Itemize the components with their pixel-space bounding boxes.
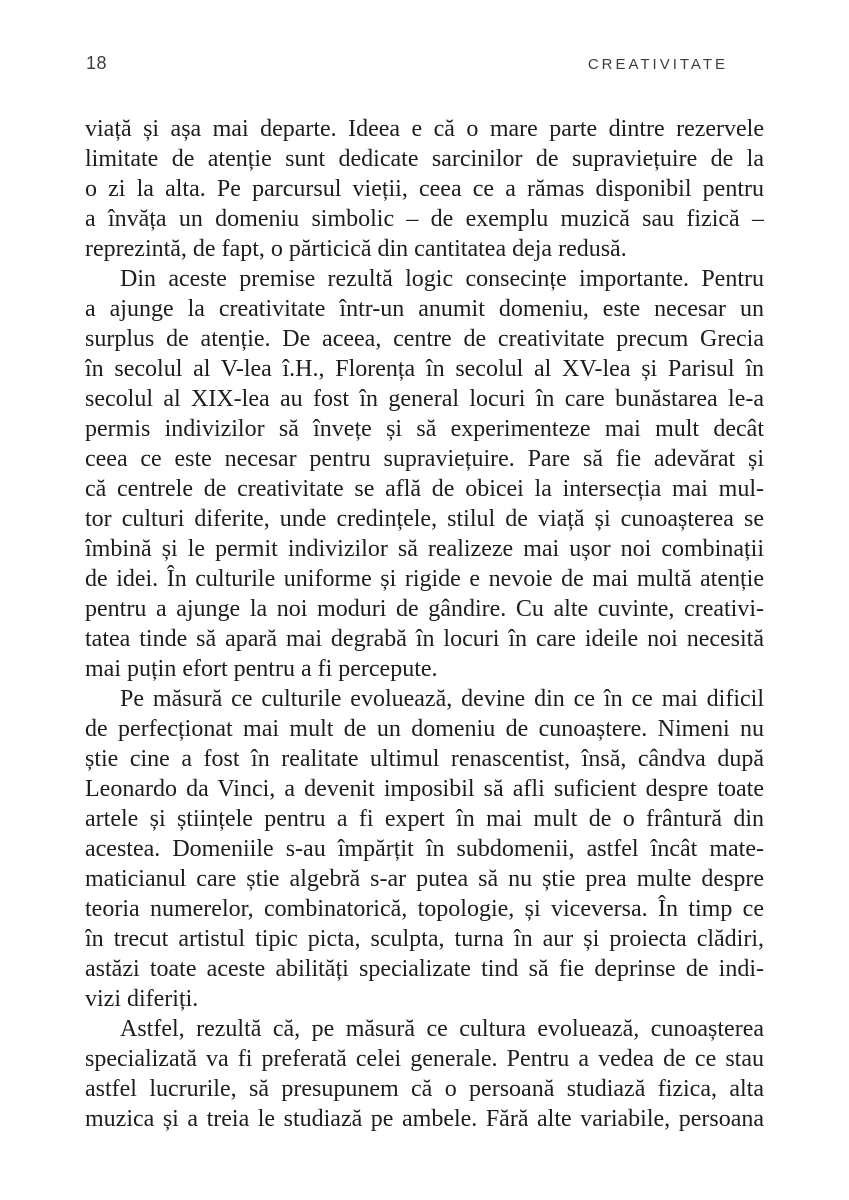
text-line: Astfel, rezultă că, pe măsură ce cultura evoluează, cunoașterea [120,1016,764,1042]
text-line: vizi diferiți. [85,986,199,1012]
text-line: viață și așa mai departe. Ideea e că o mare parte dintre rezervele [85,116,764,142]
text-line: că centrele de creativitate se află de obicei la intersecția mai mul- [85,476,764,502]
text-line: în secolul al V-lea î.H., Florența în secolul al XV-lea și Parisul în [85,356,764,382]
text-line: permis indivizilor să învețe și să experimenteze mai mult decât [85,416,764,442]
running-title: CREATIVITATE [587,56,728,73]
paragraph [85,114,764,264]
text-line: maticianul care știe algebră s-ar putea să nu știe prea multe despre [85,866,764,892]
text-line: știe cine a fost în realitate ultimul renascentist, însă, cândva după [85,746,764,772]
text-line: astăzi toate aceste abilități specializate tind să fie deprinse de indi- [85,956,764,982]
text-line: de perfecționat mai mult de un domeniu de cunoaștere. Nimeni nu [85,716,764,742]
text-line: reprezintă, de fapt, o părticică din cantitatea deja redusă. [85,236,627,262]
paragraph [85,1014,764,1134]
text-line: îmbină și le permit indivizilor să realizeze mai ușor noi combinații [85,536,764,562]
text-line: tor culturi diferite, unde credințele, stilul de viață și cunoașterea se [85,506,764,532]
text-line: pentru a ajunge la noi moduri de gândire. Cu alte cuvinte, creativi- [85,596,764,622]
page-number: 18 [86,53,108,73]
text-line: secolul al XIX-lea au fost în general locuri în care bunăstarea le-a [85,386,764,412]
text-line: astfel lucrurile, să presupunem că o persoană studiază fizica, alta [85,1076,764,1102]
text-line: limitate de atenție sunt dedicate sarcinilor de supraviețuire de la [85,146,764,172]
text-line: Leonardo da Vinci, a devenit imposibil să afli suficient despre toate [85,776,764,802]
text-line: Pe măsură ce culturile evoluează, devine din ce în ce mai dificil [120,686,764,712]
text-line: Din aceste premise rezultă logic consecințe importante. Pentru [120,266,764,292]
body-text-block [85,114,764,1134]
text-line: a învăța un domeniu simbolic – de exemplu muzică sau fizică – [85,206,764,232]
running-head [86,53,764,74]
text-line: de idei. În culturile uniforme și rigide e nevoie de mai multă atenție [85,566,764,592]
text-line: tatea tinde să apară mai degrabă în locuri în care ideile noi necesită [85,626,764,652]
paragraph [85,684,764,1014]
text-line: specializată va fi preferată celei generale. Pentru a vedea de ce stau [85,1046,764,1072]
text-line: a ajunge la creativitate într-un anumit domeniu, este necesar un [85,296,764,322]
text-line: surplus de atenție. De aceea, centre de creativitate precum Grecia [85,326,764,352]
text-line: ceea ce este necesar pentru supraviețuire. Pare să fie adevărat și [85,446,764,472]
text-line: acestea. Domeniile s-au împărțit în subdomenii, astfel încât mate- [85,836,764,862]
text-line: muzica și a treia le studiază pe ambele. Fără alte variabile, persoana [85,1106,764,1132]
paragraph [85,264,764,684]
text-line: în trecut artistul tipic picta, sculpta, turna în aur și proiecta clădiri, [85,926,764,952]
text-line: mai puțin efort pentru a fi percepute. [85,656,438,682]
text-line: o zi la alta. Pe parcursul vieții, ceea ce a rămas disponibil pentru [85,176,764,202]
text-line: artele și științele pentru a fi expert în mai mult de o frântură din [85,806,764,832]
text-line: teoria numerelor, combinatorică, topologie, și viceversa. În timp ce [85,896,764,922]
